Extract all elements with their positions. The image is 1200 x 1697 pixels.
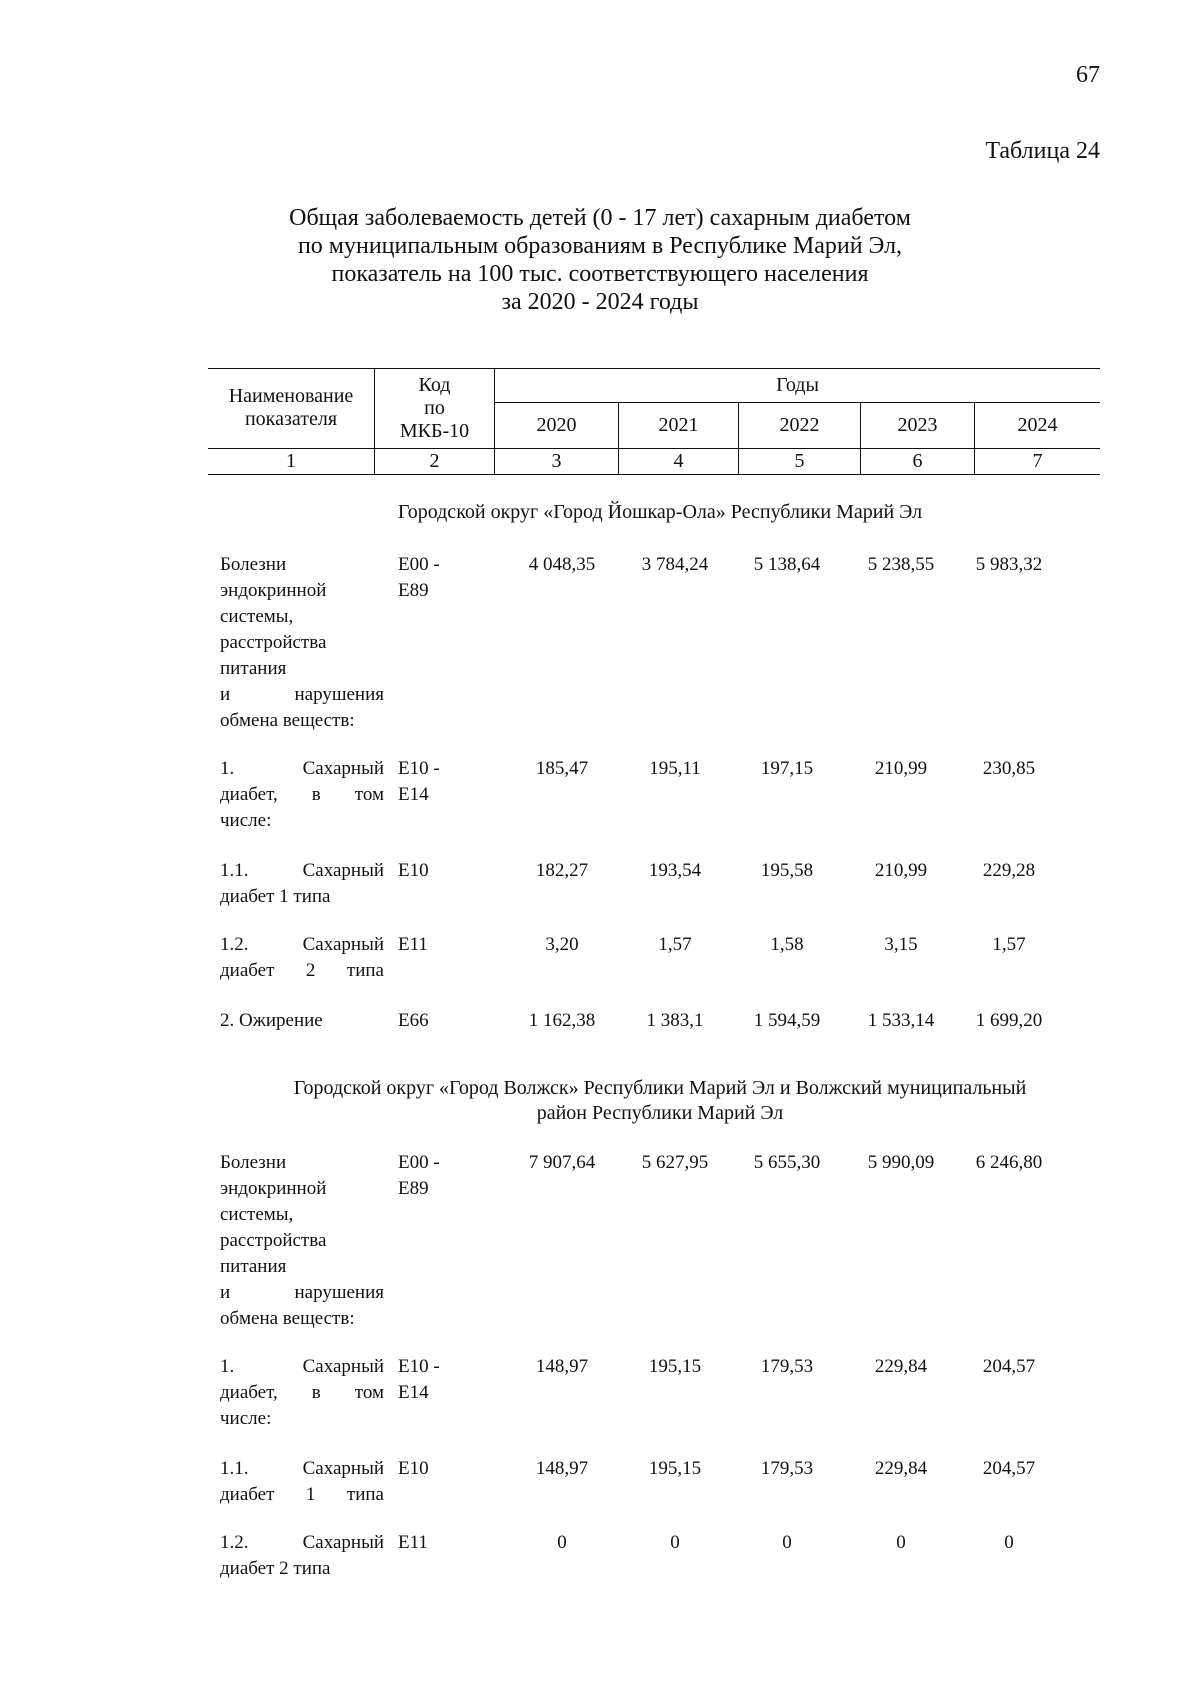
header-name-column [208, 368, 374, 448]
row-name-line: числе: [220, 810, 272, 831]
row-name [220, 1530, 384, 1582]
value-2024: 1 699,20 [975, 1010, 1043, 1031]
row-code-line: E00 - [398, 554, 440, 575]
row-name-line: диабет 2 типа [220, 960, 384, 981]
row-name-line: расстройства [220, 1230, 327, 1251]
row-code-line: E11 [398, 934, 428, 955]
row-name-line: 1.2. Сахарный [220, 1532, 384, 1553]
row-name-line: диабет 1 типа [220, 1484, 384, 1505]
row-name-line: питания [220, 658, 287, 679]
row-name-line: Болезни [220, 554, 287, 575]
row-name-line: Болезни [220, 1152, 287, 1173]
header-year-2023: 2023 [897, 414, 938, 436]
header-year-2021: 2021 [658, 414, 699, 436]
row-name-line: эндокринной [220, 580, 327, 601]
column-number: 5 [794, 450, 805, 472]
value-2021: 3 784,24 [641, 554, 709, 575]
header-year-2022: 2022 [779, 414, 820, 436]
row-name [220, 1354, 384, 1432]
value-2021: 195,15 [648, 1356, 702, 1377]
section-title [220, 500, 1100, 525]
value-2022: 5 138,64 [753, 554, 821, 575]
row-code [398, 1150, 478, 1202]
value-2022: 5 655,30 [753, 1152, 821, 1173]
value-2021: 195,11 [649, 758, 701, 779]
row-name-line: 1.1. Сахарный [220, 860, 384, 881]
row-name [220, 1008, 384, 1034]
table-label: Таблица 24 [985, 138, 1100, 164]
column-number: 6 [912, 450, 923, 472]
row-name-line: эндокринной [220, 1178, 327, 1199]
row-code [398, 1354, 478, 1406]
value-2023: 210,99 [874, 758, 928, 779]
row-code [398, 932, 478, 958]
header-year-2020: 2020 [536, 414, 577, 436]
row-code-line: E89 [398, 580, 429, 601]
row-code-line: E10 [398, 1458, 429, 1479]
row-code [398, 1456, 478, 1482]
row-code-line: E11 [398, 1532, 428, 1553]
row-code-line: E66 [398, 1010, 429, 1031]
row-name-line: 1. Сахарный [220, 1356, 384, 1377]
value-2023: 5 238,55 [867, 554, 935, 575]
section-title [220, 1076, 1100, 1126]
row-name-line: диабет, в том [220, 1382, 384, 1403]
row-code-line: E10 [398, 860, 429, 881]
row-name-line: 1. Сахарный [220, 758, 384, 779]
value-2021: 5 627,95 [641, 1152, 709, 1173]
table-header [208, 368, 1100, 476]
row-code [398, 1530, 478, 1556]
row-name-line: и нарушения [220, 684, 384, 705]
section-title-line: Городской округ «Город Волжск» Республики Марий Эл и Волжский муниципальный [293, 1077, 1027, 1099]
value-2021: 0 [670, 1532, 680, 1553]
row-name-line: 1.2. Сахарный [220, 934, 384, 955]
value-2020: 148,97 [535, 1356, 589, 1377]
value-2022: 1,58 [770, 934, 804, 955]
value-2020: 185,47 [535, 758, 589, 779]
column-number: 4 [673, 450, 684, 472]
row-name-line: диабет 2 типа [220, 1558, 331, 1579]
value-2023: 229,84 [874, 1356, 928, 1377]
value-2020: 7 907,64 [528, 1152, 596, 1173]
value-2020: 3,20 [545, 934, 579, 955]
value-2020: 0 [557, 1532, 567, 1553]
value-2023: 0 [896, 1532, 906, 1553]
row-code [398, 552, 478, 604]
header-code-line: МКБ-10 [399, 419, 470, 442]
row-name [220, 932, 384, 984]
row-name [220, 858, 384, 910]
row-name [220, 756, 384, 834]
row-code-line: E89 [398, 1178, 429, 1199]
row-name-line: диабет, в том [220, 784, 384, 805]
row-code-line: E10 - [398, 1356, 440, 1377]
value-2022: 179,53 [760, 1356, 814, 1377]
title-line: по муниципальным образованиям в Республике Марий Эл, [297, 233, 903, 259]
value-2024: 6 246,80 [975, 1152, 1043, 1173]
section-title-line: район Республики Марий Эл [536, 1102, 784, 1124]
value-2023: 229,84 [874, 1458, 928, 1479]
row-name-line: питания [220, 1256, 287, 1277]
value-2024: 230,85 [982, 758, 1036, 779]
value-2023: 5 990,09 [867, 1152, 935, 1173]
row-code-line: E10 - [398, 758, 440, 779]
value-2022: 1 594,59 [753, 1010, 821, 1031]
column-number: 7 [1032, 450, 1043, 472]
header-code-line: по [424, 396, 445, 419]
value-2024: 204,57 [982, 1458, 1036, 1479]
row-name-line: диабет 1 типа [220, 886, 331, 907]
row-name-line: системы, [220, 606, 294, 627]
value-2020: 182,27 [535, 860, 589, 881]
value-2021: 195,15 [648, 1458, 702, 1479]
value-2023: 3,15 [884, 934, 918, 955]
value-2021: 193,54 [648, 860, 702, 881]
row-name-line: расстройства [220, 632, 327, 653]
value-2024: 229,28 [982, 860, 1036, 881]
row-name-line: 2. Ожирение [220, 1010, 323, 1031]
page-number: 67 [1076, 62, 1100, 88]
document-title [200, 204, 1000, 316]
row-name [220, 1150, 384, 1332]
value-2020: 1 162,38 [528, 1010, 596, 1031]
value-2024: 5 983,32 [975, 554, 1043, 575]
value-2024: 204,57 [982, 1356, 1036, 1377]
value-2021: 1,57 [658, 934, 692, 955]
value-2024: 0 [1004, 1532, 1014, 1553]
section-title-line: Городской округ «Город Йошкар-Ола» Республики Марий Эл [397, 501, 923, 523]
row-name [220, 1456, 384, 1508]
row-name [220, 552, 384, 734]
title-line: за 2020 - 2024 годы [501, 289, 699, 315]
row-name-line: обмена веществ: [220, 710, 355, 731]
title-line: показатель на 100 тыс. соответствующего населения [331, 261, 869, 287]
header-name-line: показателя [244, 408, 338, 430]
value-2023: 1 533,14 [867, 1010, 935, 1031]
column-number: 2 [429, 450, 440, 472]
column-number: 3 [551, 450, 562, 472]
value-2021: 1 383,1 [646, 1010, 704, 1031]
value-2022: 197,15 [760, 758, 814, 779]
value-2023: 210,99 [874, 860, 928, 881]
value-2022: 179,53 [760, 1458, 814, 1479]
header-year-2024: 2024 [1017, 414, 1058, 436]
value-2022: 0 [782, 1532, 792, 1553]
row-code [398, 858, 478, 884]
value-2020: 148,97 [535, 1458, 589, 1479]
header-code-column [375, 368, 494, 448]
row-name-line: системы, [220, 1204, 294, 1225]
value-2024: 1,57 [992, 934, 1026, 955]
row-name-line: обмена веществ: [220, 1308, 355, 1329]
header-rule-bottom [208, 474, 1100, 475]
row-name-line: числе: [220, 1408, 272, 1429]
row-name-line: 1.1. Сахарный [220, 1458, 384, 1479]
title-line: Общая заболеваемость детей (0 - 17 лет) сахарным диабетом [289, 205, 911, 231]
row-code [398, 1008, 478, 1034]
row-name-line: и нарушения [220, 1282, 384, 1303]
header-code-line: Код [418, 373, 451, 396]
header-years-label: Годы [776, 373, 819, 396]
row-code-line: E14 [398, 784, 429, 805]
header-name-line: Наименование [228, 385, 354, 407]
value-2022: 195,58 [760, 860, 814, 881]
row-code-line: E00 - [398, 1152, 440, 1173]
row-code [398, 756, 478, 808]
column-number: 1 [286, 450, 296, 472]
value-2020: 4 048,35 [528, 554, 596, 575]
row-code-line: E14 [398, 1382, 429, 1403]
